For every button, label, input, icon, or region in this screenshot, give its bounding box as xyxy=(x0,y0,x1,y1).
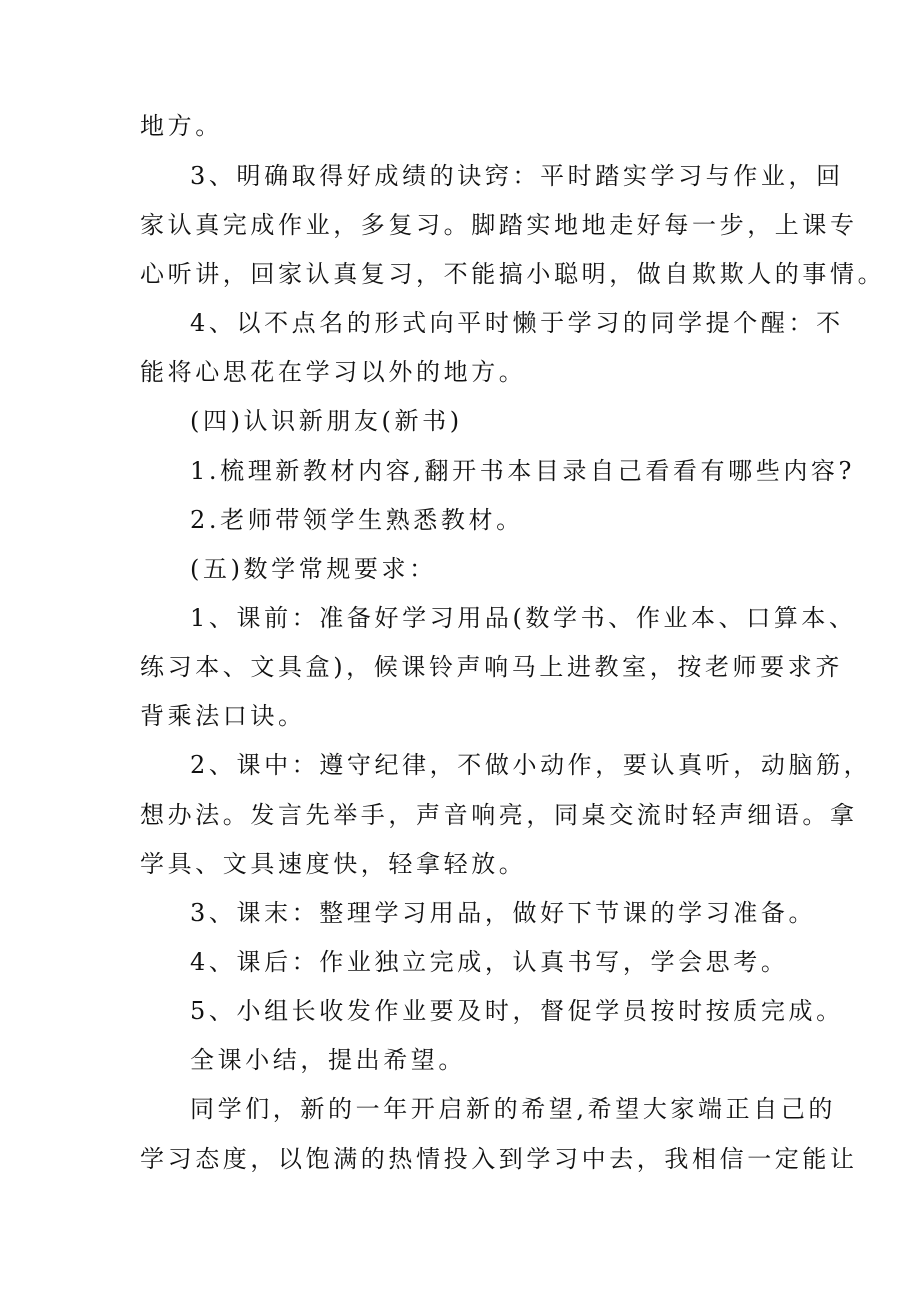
text-line: 家认真完成作业，多复习。脚踏实地地走好每一步，上课专 xyxy=(140,211,858,239)
text-line: 学习态度，以饱满的热情投入到学习中去，我相信一定能让 xyxy=(140,1145,858,1173)
text-line: 3、课末：整理学习用品，做好下节课的学习准备。 xyxy=(190,899,817,927)
text-line: 全课小结，提出希望。 xyxy=(190,1046,466,1074)
text-line: 1、课前：准备好学习用品(数学书、作业本、口算本、 xyxy=(190,604,857,632)
text-line: 心听讲，回家认真复习，不能搞小聪明，做自欺欺人的事情。 xyxy=(140,260,886,288)
section-heading: (四)认识新朋友(新书) xyxy=(190,407,463,435)
text-line: 1.梳理新教材内容,翻开书本目录自己看看有哪些内容? xyxy=(190,457,855,485)
text-line: 2.老师带领学生熟悉教材。 xyxy=(190,506,524,534)
text-line: 2、课中：遵守纪律，不做小动作，要认真听，动脑筋， xyxy=(190,751,872,779)
text-line: 4、以不点名的形式向平时懒于学习的同学提个醒：不 xyxy=(190,309,844,337)
text-line: 背乘法口诀。 xyxy=(140,702,306,730)
text-line: 同学们，新的一年开启新的希望,希望大家端正自己的 xyxy=(190,1095,837,1123)
text-line: 想办法。发言先举手，声音响亮，同桌交流时轻声细语。拿 xyxy=(140,801,858,829)
text-line: 5、小组长收发作业要及时，督促学员按时按质完成。 xyxy=(190,997,844,1025)
text-line: 学具、文具速度快，轻拿轻放。 xyxy=(140,850,527,878)
text-line: 地方。 xyxy=(140,112,223,140)
text-line: 4、课后：作业独立完成，认真书写，学会思考。 xyxy=(190,948,789,976)
text-line: 3、明确取得好成绩的诀窍：平时踏实学习与作业，回 xyxy=(190,162,844,190)
section-heading: (五)数学常规要求： xyxy=(190,555,437,583)
text-line: 练习本、文具盒)，候课铃声响马上进教室，按老师要求齐 xyxy=(140,653,843,681)
text-line: 能将心思花在学习以外的地方。 xyxy=(140,358,527,386)
